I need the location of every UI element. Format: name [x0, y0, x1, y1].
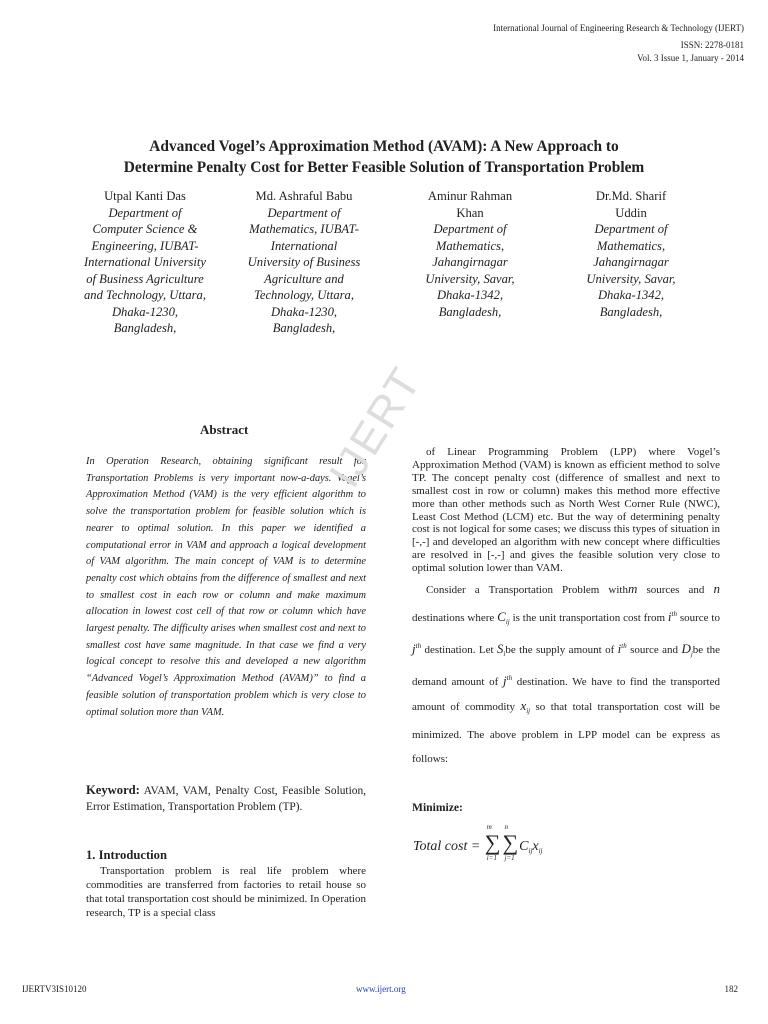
- author-name: Aminur Rahman Khan: [427, 189, 513, 220]
- right-column: [412, 446, 720, 771]
- keyword-label: Keyword:: [86, 783, 140, 797]
- intro-heading: 1. Introduction: [86, 848, 167, 862]
- author-affiliation: Department of Mathematics, Jahangirnagar University, Savar, Dhaka-1342, Bangladesh,: [425, 222, 515, 319]
- intro-paragraph: Transportation problem is real life problem where commodities are transferred from factories to retail house so that total transportation cost should be minimized. In Operation research, TP is a special class: [86, 865, 366, 919]
- objective-formula: Total cost = ∑ m i=1 ∑ n j=1 $C_{ij}x_{ij}$: [413, 823, 543, 862]
- author-name: Utpal Kanti Das: [104, 189, 186, 203]
- sum-symbol-i: ∑ m i=1: [484, 823, 501, 862]
- right-paragraph-2: Consider a Transportation Problem withm sources and n destinations where $C_{ij}$ is the unit transportation cost from $i^{th}$ source to $j^{th}$ destination. Let $S_ibe$ the supply amount of $i^{th}$ source and $D_jbe$ the demand amount of $j^{th}$ destination. We have to find the transported amount of commodity $x_{ij}$ so that total transportation cost will be minimized. The above problem in LPP model can be express as follows:: [412, 581, 721, 766]
- author-name: Dr.Md. Sharif Uddin: [595, 189, 667, 220]
- author-affiliation: Department of Mathematics, Jahangirnagar University, Savar, Dhaka-1342, Bangladesh,: [586, 222, 676, 319]
- footer-url-link[interactable]: www.ijert.org: [356, 984, 406, 994]
- author-affiliation: Department of Mathematics, IUBAT-International University of Business Agriculture and Technology, Uttara, Dhaka-1230, Bangladesh,: [247, 205, 361, 335]
- footer-page-number: 182: [724, 984, 738, 994]
- author-name: Md. Ashraful Babu: [255, 189, 353, 203]
- abstract-heading: Abstract: [200, 422, 249, 437]
- author-block-4: [556, 188, 706, 320]
- keyword-list: AVAM, VAM, Penalty Cost, Feasible Solution, Error Estimation, Transportation Problem (TP).: [86, 785, 366, 813]
- title-line-2: Determine Penalty Cost for Better Feasible Solution of Transportation Problem: [123, 158, 645, 176]
- author-affiliation: Department of Computer Science & Engineering, IUBAT-International University of Business Agriculture and Technology, Uttara, Dhaka-1230, Bangladesh,: [83, 205, 207, 335]
- right-paragraph-1: of Linear Programming Problem (LPP) where Vogel’s Approximation Method (VAM) is known as efficient method to solve TP. The concept penalty cost (difference of smallest and next to smallest cost in row or column) makes this method more effective more than other methods such as North West Corner Rule (NWC), Least Cost Method (LCM) etc. But the way of determining penalty cost is not logical for some cases; we discuss this types of situation in [-,-] and developed an algorithm with new concept where difficulties are resolved in [-,-] and gives the feasible solution very close to optimal solution lower than VAM.: [412, 446, 720, 575]
- intro-text: [86, 864, 366, 920]
- title-line-1: Advanced Vogel’s Approximation Method (AVAM): A New Approach to: [149, 138, 619, 155]
- formula-lhs: Total cost =: [413, 839, 481, 854]
- minimize-label: Minimize:: [412, 801, 463, 814]
- ijert-watermark: IJERT: [320, 358, 432, 496]
- author-block-1: [70, 188, 220, 337]
- abstract-text: In Operation Research, obtaining significant result for Transportation Problems is very important now-a-days. Vogel’s Approximation Method (VAM) is the very efficient algorithm to solve the transportation problem for feasible solution which is nearer to optimal solution. In this paper we identified a computational error in VAM and approach a logical development of VAM algorithm. The main concept of VAM is to determine penalty cost which obtains from the difference of smallest and next to smallest cost in each row or column and make maximum allocation in lowest cost cell of that row or column which have largest penalty. The difficulty arises when smallest cost and next to smallest cost have same magnitude. In that case we find a very logical concept to resolve this and developed a new algorithm “Advanced Vogel’s Approximation Method (AVAM)” to find a feasible solution of transportation problem which is very close to optimal solution more than VAM.: [86, 456, 366, 718]
- footer-paper-id: IJERTV3IS10120: [22, 984, 87, 994]
- author-block-3: [395, 188, 545, 320]
- keywords: [86, 782, 366, 815]
- journal-issn: ISSN: 2278-0181: [680, 40, 744, 50]
- paper-title: [40, 137, 728, 178]
- journal-volume: Vol. 3 Issue 1, January - 2014: [637, 53, 744, 63]
- sum-symbol-j: ∑ n j=1: [502, 823, 519, 862]
- author-block-2: [229, 188, 379, 337]
- journal-name: International Journal of Engineering Research & Technology (IJERT): [493, 23, 744, 33]
